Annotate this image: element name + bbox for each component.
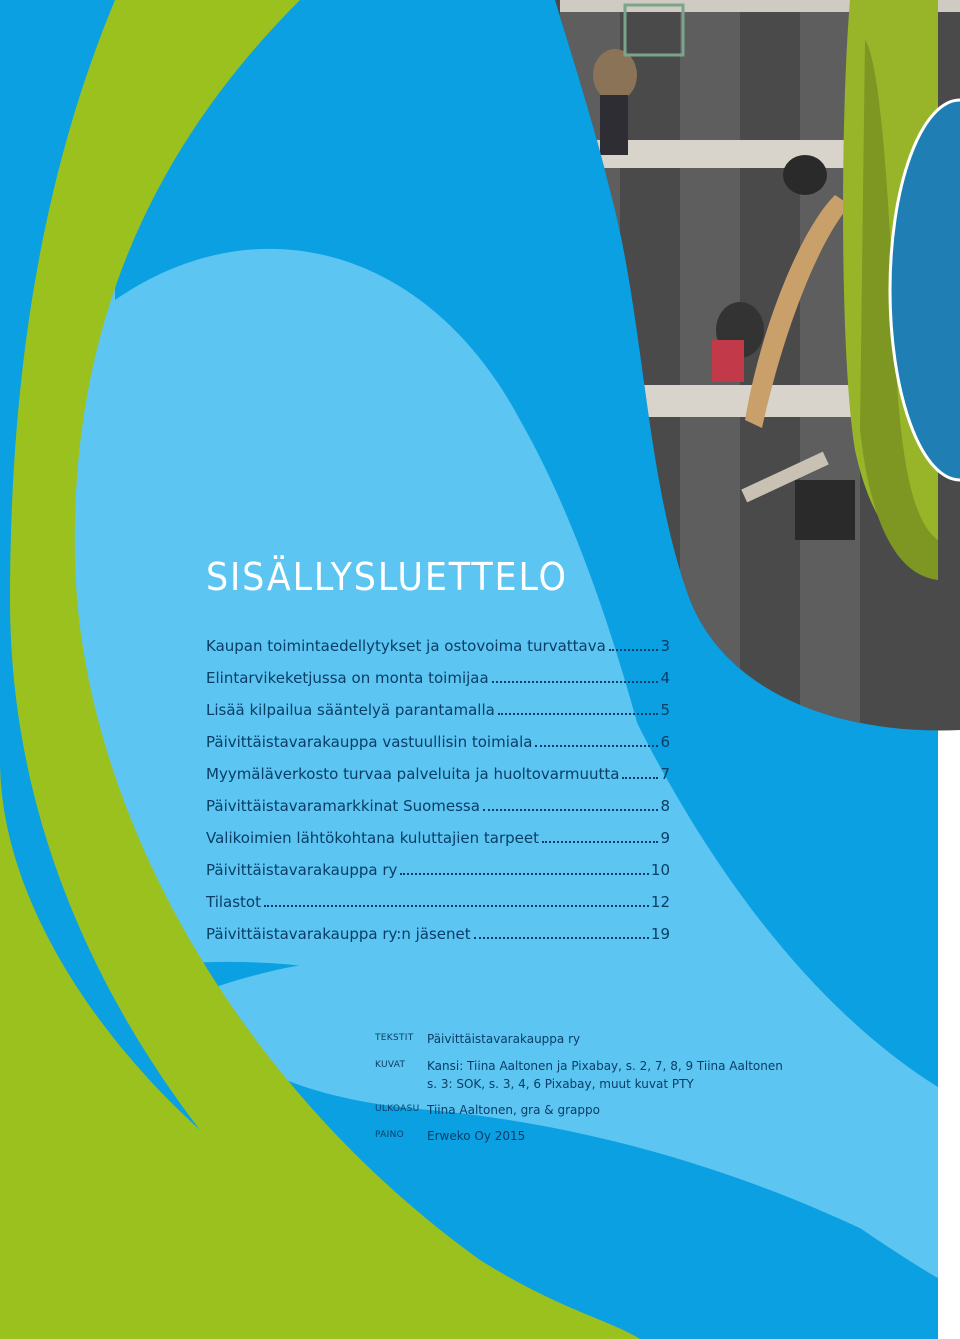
toc-leader-dots (483, 809, 659, 811)
toc-item-page: 6 (660, 733, 670, 751)
toc-item-title: Päivittäistavarakauppa ry (206, 861, 398, 879)
credit-value-line: s. 3: SOK, s. 3, 4, 6 Pixabay, muut kuvat PTY (427, 1077, 694, 1091)
credit-value-line: Kansi: Tiina Aaltonen ja Pixabay, s. 2, 7, 8, 9 Tiina Aaltonen (427, 1059, 783, 1073)
toc-item-page: 7 (660, 765, 670, 783)
toc-item[interactable] (206, 792, 670, 824)
toc-item-page: 3 (660, 637, 670, 655)
toc-leader-dots (264, 905, 649, 907)
toc-item-title: Kaupan toimintaedellytykset ja ostovoima turvattava (206, 637, 606, 655)
credit-row-layout (375, 1101, 795, 1119)
toc-item[interactable] (206, 856, 670, 888)
credit-label: KUVAT (375, 1060, 406, 1070)
credit-row-images (375, 1057, 795, 1093)
credit-row-texts (375, 1030, 795, 1048)
toc-leader-dots (542, 841, 658, 843)
toc-item-title: Tilastot (206, 893, 261, 911)
toc-item[interactable] (206, 760, 670, 792)
credit-value (427, 1057, 795, 1093)
table-of-contents (206, 632, 670, 952)
toc-leader-dots (474, 937, 649, 939)
credit-label: TEKSTIT (375, 1033, 414, 1043)
toc-item-title: Päivittäistavarakauppa ry:n jäsenet (206, 925, 471, 943)
credit-value: Päivittäistavarakauppa ry (427, 1032, 581, 1046)
toc-item[interactable] (206, 632, 670, 664)
toc-item[interactable] (206, 920, 670, 952)
toc-item[interactable] (206, 824, 670, 856)
credit-row-print (375, 1127, 795, 1145)
credit-value: Tiina Aaltonen, gra & grappo (427, 1103, 600, 1117)
toc-item-title: Valikoimien lähtökohtana kuluttajien tarpeet (206, 829, 540, 847)
toc-item-title: Päivittäistavaramarkkinat Suomessa (206, 797, 480, 815)
toc-item-page: 12 (650, 893, 670, 911)
credits (375, 1030, 795, 1145)
toc-item-title: Elintarvikeketjussa on monta toimijaa (206, 669, 489, 687)
toc-leader-dots (609, 649, 659, 651)
toc-item-page: 5 (660, 701, 670, 719)
toc-item[interactable] (206, 664, 670, 696)
credit-value: Erweko Oy 2015 (427, 1129, 526, 1143)
toc-item-title: Päivittäistavarakauppa vastuullisin toimiala (206, 733, 533, 751)
toc-item-page: 9 (660, 829, 670, 847)
toc-leader-dots (535, 745, 658, 747)
toc-item-page: 10 (650, 861, 670, 879)
toc-leader-dots (400, 873, 649, 875)
toc-item-page: 8 (660, 797, 670, 815)
toc-item[interactable] (206, 728, 670, 760)
credit-label: PAINO (375, 1130, 404, 1140)
credit-label: ULKOASU (375, 1104, 420, 1114)
toc-item-page: 19 (650, 925, 670, 943)
toc-item-title: Lisää kilpailua sääntelyä parantamalla (206, 701, 495, 719)
toc-item-title: Myymäläverkosto turvaa palveluita ja huoltovarmuutta (206, 765, 620, 783)
page-title: SISÄLLYSLUETTELO (206, 555, 568, 599)
toc-leader-dots (498, 713, 659, 715)
toc-item[interactable] (206, 888, 670, 920)
toc-item-page: 4 (660, 669, 670, 687)
toc-leader-dots (492, 681, 659, 683)
toc-item[interactable] (206, 696, 670, 728)
toc-leader-dots (622, 777, 658, 779)
